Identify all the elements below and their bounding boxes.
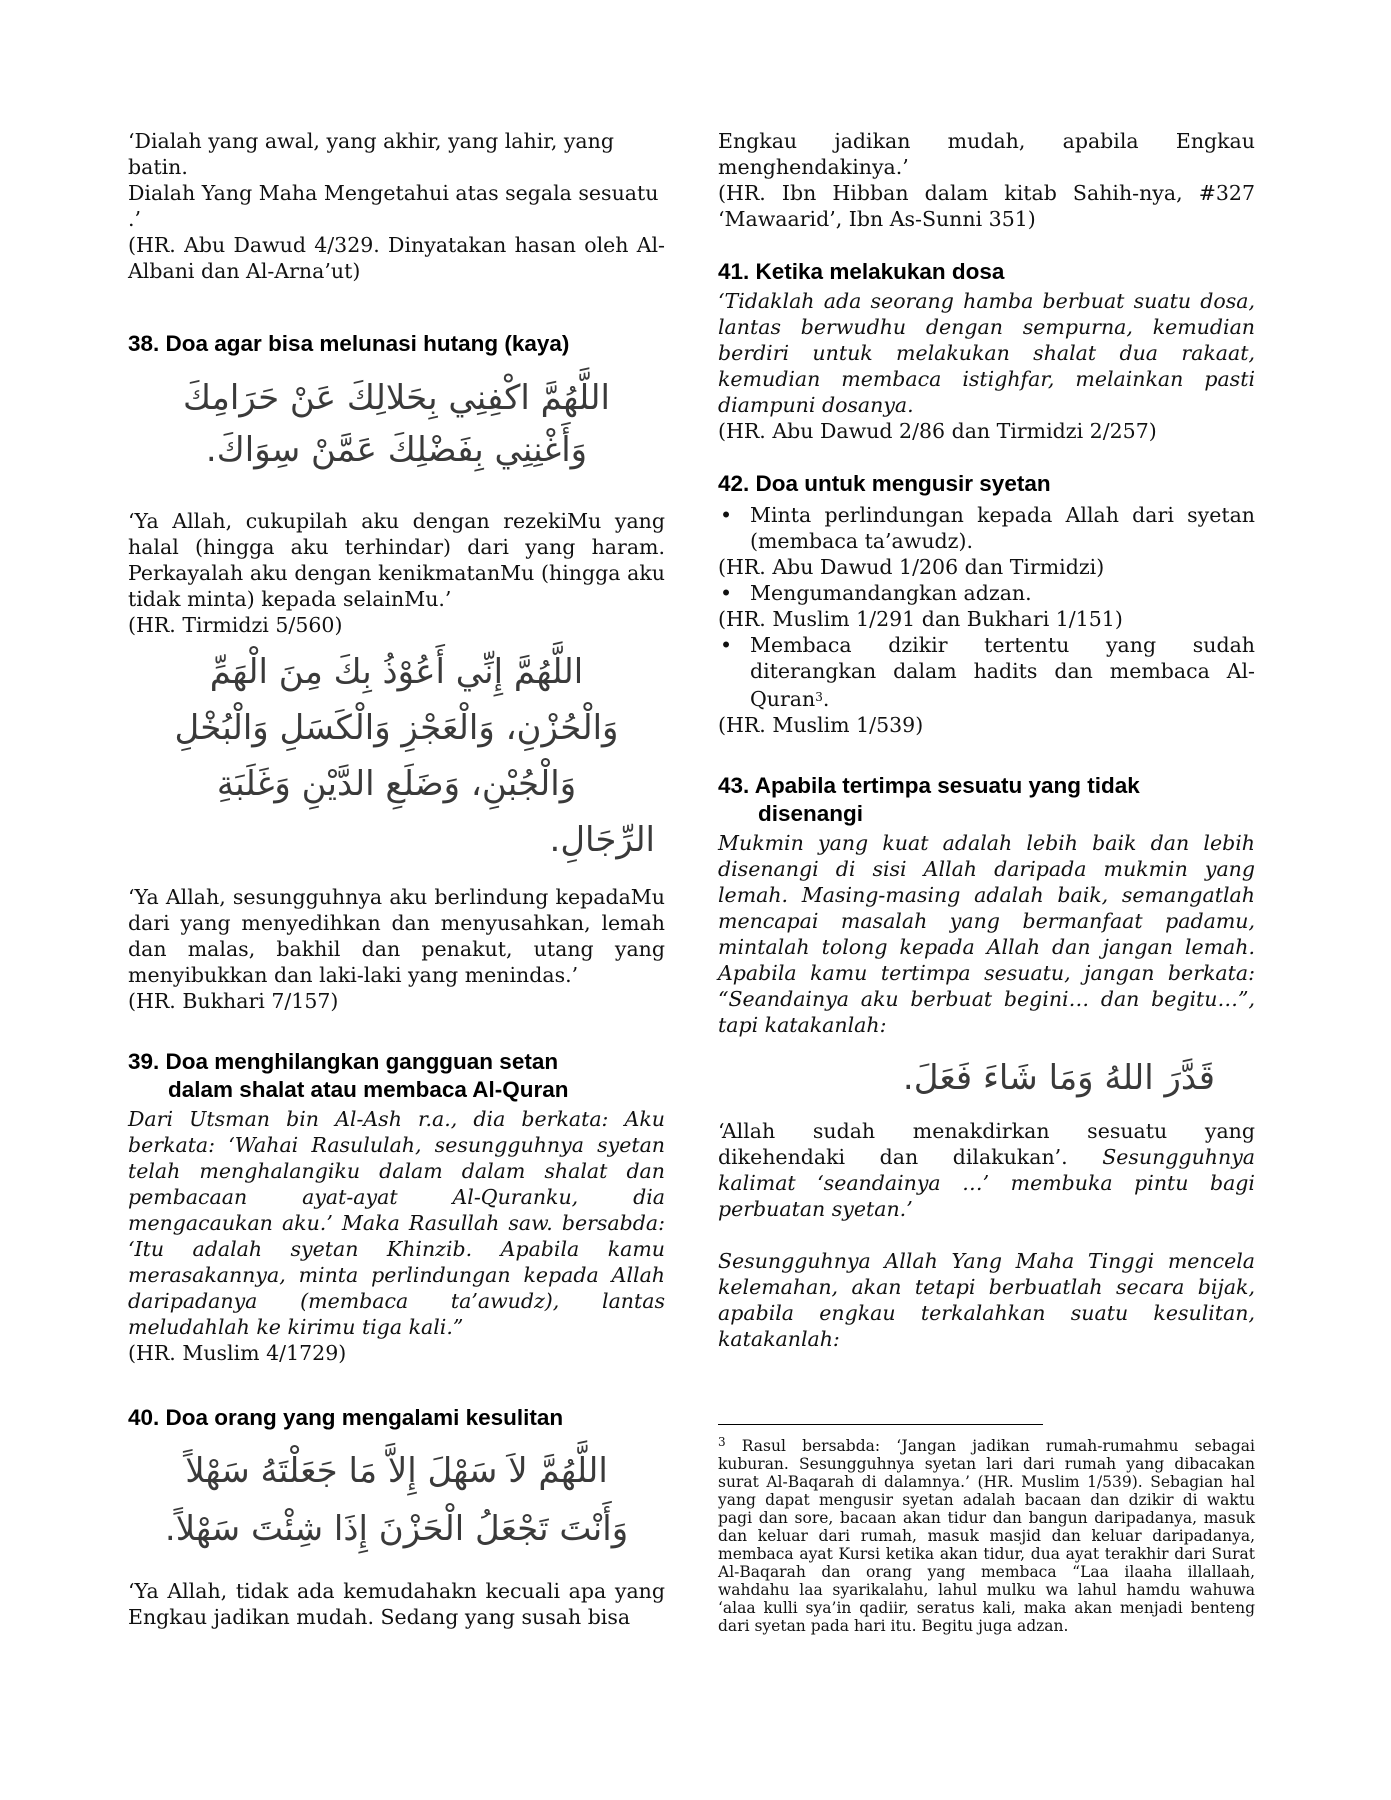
heading-41: 41. Ketika melakukan dosa xyxy=(718,259,1005,284)
arabic-line: اللَّهُمَّ اكْفِنِي بِحَلالِكَ عَنْ حَرَامِكَ xyxy=(183,378,610,418)
arabic-line: وَأَنْتَ تَجْعَلُ الْحَزْنَ إِذَا شِئْتَ سَهْلاً. xyxy=(164,1509,629,1549)
footnote-number: 3 xyxy=(718,1435,726,1449)
translation-40: ‘Ya Allah, tidak ada kemudahakn kecuali apa yang Engkau jadikan mudah. Sedang yang susah bisa xyxy=(128,1579,665,1629)
translation-43-quote: ‘Allah sudah menakdirkan sesuatu yang dikehendaki dan dilakukan’. xyxy=(718,1119,1255,1169)
reference-38a: (HR. Tirmidzi 5/560) xyxy=(128,613,343,637)
list-42a xyxy=(718,502,1255,554)
body-39: Dari Utsman bin Al-Ash r.a., dia berkata: Aku berkata: ‘Wahai Rasululah, sesungguhnya syetan telah menghalangiku dalam dalam shalat dan pembacaan ayat-ayat Al-Quranku, dia mengacaukan aku.’ Maka Rasullah saw. bersabda: ‘Itu adalah syetan Khinzib. Apabila kamu merasakannya, minta perlindungan kepada Allah daripadanya (membaca ta’awudz), lantas meludahlah ke kirimu tiga kali.” xyxy=(128,1107,665,1339)
body-41: ‘Tidaklah ada seorang hamba berbuat suatu dosa, lantas berwudhu dengan sempurna, kemudian berdiri untuk melakukan shalat dua rakaat, kemudian membaca istighfar, melainkan pasti diampuni dosanya. xyxy=(718,289,1255,417)
arabic-prayer-40 xyxy=(128,1442,665,1558)
reference-40: (HR. Ibn Hibban dalam kitab Sahih-nya, #327 ‘Mawaarid’, Ibn As-Sunni 351) xyxy=(718,181,1255,231)
reference-41: (HR. Abu Dawud 2/86 dan Tirmidzi 2/257) xyxy=(718,419,1157,443)
footnote-separator xyxy=(718,1424,1043,1425)
intro-line-2: Dialah Yang Maha Mengetahui atas segala sesuatu .’ xyxy=(128,181,659,231)
arabic-line: وَأَغْنِنِي بِفَضْلِكَ عَمَّنْ سِوَاكَ. xyxy=(205,430,588,470)
arabic-line: وَالْحُزْنِ، وَالْعَجْزِ وَالْكَسَلِ وَالْبُخْلِ xyxy=(174,708,619,748)
body-43b: Sesungguhnya Allah Yang Maha Tinggi mencela kelemahan, akan tetapi berbuatlah secara bijak, apabila engkau terkalahkan suatu kesulitan, katakanlah: xyxy=(718,1249,1255,1351)
arabic-line: الرِّجَالِ. xyxy=(549,820,655,860)
footnote xyxy=(718,1433,1255,1635)
body-43: Mukmin yang kuat adalah lebih baik dan lebih disenangi di sisi Allah daripada mukmin yang lemah. Masing-masing adalah baik, semangatlah mencapai masalah yang bermanfaat padamu, mintalah tolong kepada Allah dan jangan lemah. Apabila kamu tertimpa sesuatu, jangan berkata: “Seandainya aku berbuat begini… dan begitu…”, tapi katakanlah: xyxy=(718,831,1255,1037)
intro-line-1: ‘Dialah yang awal, yang akhir, yang lahir, yang batin. xyxy=(128,129,614,179)
list-item xyxy=(718,632,1255,712)
footnote-marker: 3 xyxy=(815,690,823,704)
heading-43-line-2: disenangi xyxy=(758,801,864,826)
reference-42b: (HR. Muslim 1/291 dan Bukhari 1/151) xyxy=(718,607,1123,631)
arabic-line: وَالْجُبْنِ، وَضَلَعِ الدَّيْنِ وَغَلَبَةِ xyxy=(216,764,577,804)
heading-38: 38. Doa agar bisa melunasi hutang (kaya) xyxy=(128,331,570,356)
continued-translation-40: Engkau jadikan mudah, apabila Engkau menghendakinya.’ xyxy=(718,129,1255,179)
heading-39-line-2: dalam shalat atau membaca Al-Quran xyxy=(168,1077,569,1102)
intro-reference: (HR. Abu Dawud 4/329. Dinyatakan hasan oleh Al-Albani dan Al-Arna’ut) xyxy=(128,233,665,283)
heading-43 xyxy=(718,772,1255,828)
list-item-text: Membaca dzikir tertentu yang sudah diterangkan dalam hadits dan membaca Al-Quran xyxy=(750,633,1255,711)
list-item-end: . xyxy=(822,687,830,711)
arabic-line: اللَّهُمَّ لاَ سَهْلَ إِلاَّ مَا جَعَلْتَهُ سَهْلاً xyxy=(185,1451,608,1491)
translation-43 xyxy=(718,1118,1255,1222)
heading-43-line-1: 43. Apabila tertimpa sesuatu yang tidak xyxy=(718,773,1140,798)
reference-42a: (HR. Abu Dawud 1/206 dan Tirmidzi) xyxy=(718,555,1105,579)
arabic-prayer-38b xyxy=(128,644,665,868)
arabic-prayer-38a xyxy=(128,372,665,476)
right-column xyxy=(718,128,1255,1635)
list-item: • Minta perlindungan kepada Allah dari syetan (membaca ta’awudz). xyxy=(718,502,1255,554)
reference-38b: (HR. Bukhari 7/157) xyxy=(128,989,339,1013)
arabic-line: اللَّهُمَّ إِنِّي أَعُوْذُ بِكَ مِنَ الْهَمِّ xyxy=(209,652,584,692)
heading-39-line-1: 39. Doa menghilangkan gangguan setan xyxy=(128,1049,559,1074)
translation-43-note: Sesungguhnya kalimat ‘seandainya …’ membuka pintu bagi perbuatan syetan.’ xyxy=(718,1145,1255,1221)
list-42b xyxy=(718,580,1255,606)
translation-38b: ‘Ya Allah, sesungguhnya aku berlindung kepadaMu dari yang menyedihkan dan menyusahkan, lemah dan malas, bakhil dan penakut, utang yang menyibukkan dan laki-laki yang menindas.’ xyxy=(128,885,665,987)
left-column xyxy=(128,128,665,1630)
reference-39: (HR. Muslim 4/1729) xyxy=(128,1341,347,1365)
heading-40: 40. Doa orang yang mengalami kesulitan xyxy=(128,1405,564,1430)
reference-42c: (HR. Muslim 1/539) xyxy=(718,713,924,737)
translation-38a: ‘Ya Allah, cukupilah aku dengan rezekiMu yang halal (hingga aku terhindar) dari yang haram. Perkayalah aku dengan kenikmatanMu (hingga aku tidak minta) kepada selainMu.’ xyxy=(128,509,665,611)
heading-39 xyxy=(128,1048,665,1104)
heading-42: 42. Doa untuk mengusir syetan xyxy=(718,471,1051,496)
list-item: • Mengumandangkan adzan. xyxy=(718,580,1255,606)
list-42c xyxy=(718,632,1255,712)
footnote-text: Rasul bersabda: ‘Jangan jadikan rumah-rumahmu sebagai kuburan. Sesungguhnya syetan lari dari rumah yang dibacakan surat Al-Baqarah di dalamnya.’ (HR. Muslim 1/539). Sebagian hal yang dapat mengusir syetan adalah bacaan dan dzikir di waktu pagi dan sore, bacaan akan tidur dan bangun daripadanya, masuk dan keluar dari rumah, masuk masjid dan keluar daripadanya, membaca ayat Kursi ketika akan tidur, dua ayat terakhir dari Surat Al-Baqarah dan orang yang membaca “Laa ilaaha illallaah, wahdahu laa syarikalahu, lahul mulku wa lahul hamdu wahuwa ‘alaa kulli sya’in qadiir, seratus kali, maka akan menjadi benteng dari syetan pada hari itu. Begitu juga adzan. xyxy=(718,1437,1255,1635)
arabic-prayer-43: قَدَّرَ اللهُ وَمَا شَاءَ فَعَلَ. xyxy=(902,1058,1215,1098)
